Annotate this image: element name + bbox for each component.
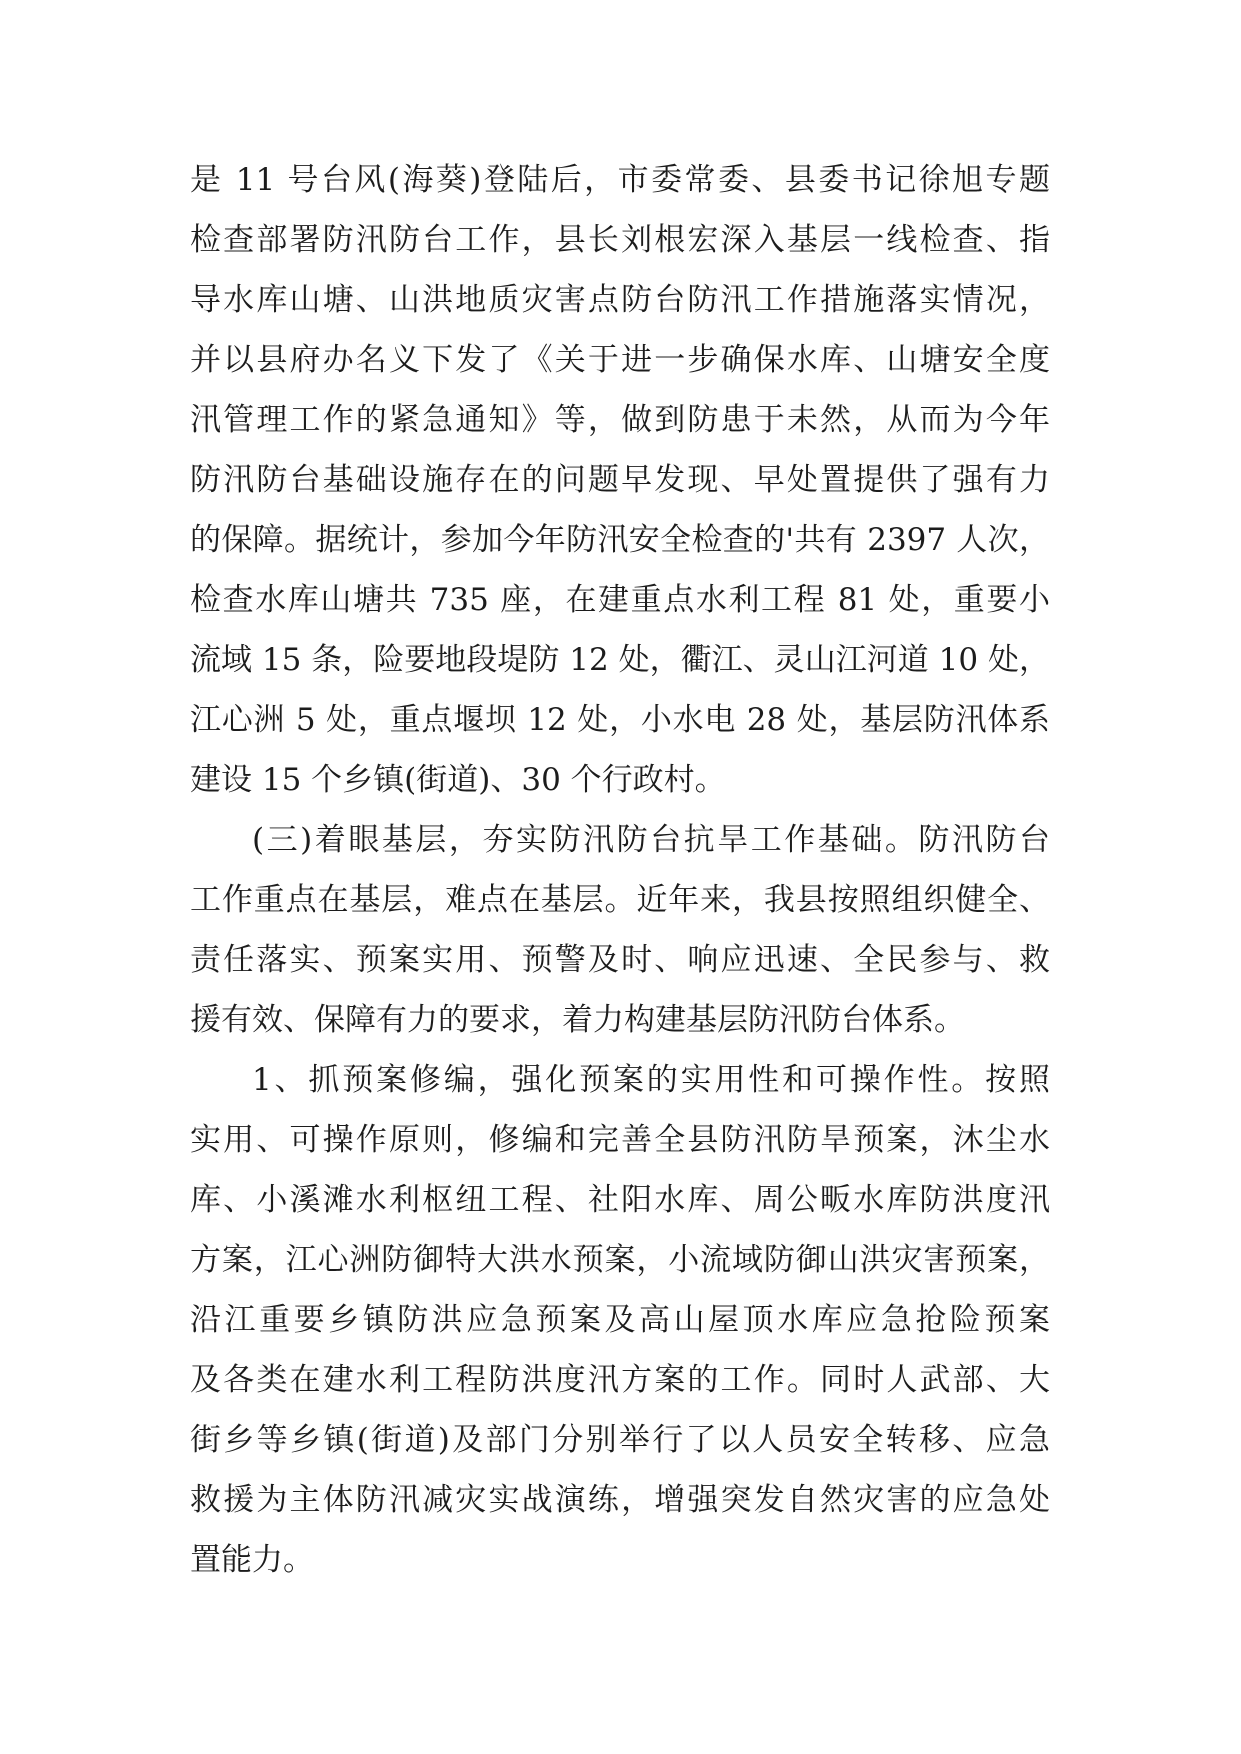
text-line: 及各类在建水利工程防洪度汛方案的工作。同时人武部、大 bbox=[190, 1362, 1050, 1398]
paragraph-item-one bbox=[190, 1050, 1050, 1590]
text-line: 街乡等乡镇(街道)及部门分别举行了以人员安全转移、应急 bbox=[190, 1422, 1050, 1458]
text-line: 江心洲 5 处，重点堰坝 12 处，小水电 28 处，基层防汛体系 bbox=[190, 702, 1050, 738]
text-line: 建设 15 个乡镇(街道)、30 个行政村。 bbox=[190, 762, 726, 798]
section-heading-line: (三)着眼基层，夯实防汛防台抗旱工作基础。防汛防台 bbox=[252, 822, 1050, 858]
text-line: 检查部署防汛防台工作，县长刘根宏深入基层一线检查、指 bbox=[190, 222, 1050, 258]
text-line: 检查水库山塘共 735 座，在建重点水利工程 81 处，重要小 bbox=[190, 582, 1050, 618]
document-body bbox=[190, 150, 1050, 1590]
text-line: 救援为主体防汛减灾实战演练，增强突发自然灾害的应急处 bbox=[190, 1482, 1050, 1518]
text-line: 实用、可操作原则，修编和完善全县防汛防旱预案，沐尘水 bbox=[190, 1122, 1050, 1158]
text-line: 方案，江心洲防御特大洪水预案，小流域防御山洪灾害预案， bbox=[190, 1242, 1050, 1278]
text-line: 置能力。 bbox=[190, 1542, 314, 1578]
text-line: 的保障。据统计，参加今年防汛安全检查的'共有 2397 人次， bbox=[190, 522, 1050, 558]
text-line: 汛管理工作的紧急通知》等，做到防患于未然，从而为今年 bbox=[190, 402, 1050, 438]
text-line: 并以县府办名义下发了《关于进一步确保水库、山塘安全度 bbox=[190, 342, 1050, 378]
text-line: 库、小溪滩水利枢纽工程、社阳水库、周公畈水库防洪度汛 bbox=[190, 1182, 1050, 1218]
text-line: 防汛防台基础设施存在的问题早发现、早处置提供了强有力 bbox=[190, 462, 1050, 498]
text-line: 是 11 号台风(海葵)登陆后，市委常委、县委书记徐旭专题 bbox=[190, 162, 1050, 198]
text-line: 工作重点在基层，难点在基层。近年来，我县按照组织健全、 bbox=[190, 882, 1050, 918]
item-heading-line: 1、抓预案修编，强化预案的实用性和可操作性。按照 bbox=[252, 1062, 1050, 1098]
text-line: 责任落实、预案实用、预警及时、响应迅速、全民参与、救 bbox=[190, 942, 1050, 978]
text-line: 导水库山塘、山洪地质灾害点防台防汛工作措施落实情况， bbox=[190, 282, 1050, 318]
paragraph-section-three bbox=[190, 810, 1050, 1050]
text-line: 流域 15 条，险要地段堤防 12 处，衢江、灵山江河道 10 处， bbox=[190, 642, 1050, 678]
text-line: 援有效、保障有力的要求，着力构建基层防汛防台体系。 bbox=[190, 1002, 965, 1038]
paragraph-inspection-stats bbox=[190, 150, 1050, 810]
text-line: 沿江重要乡镇防洪应急预案及高山屋顶水库应急抢险预案 bbox=[190, 1302, 1050, 1338]
